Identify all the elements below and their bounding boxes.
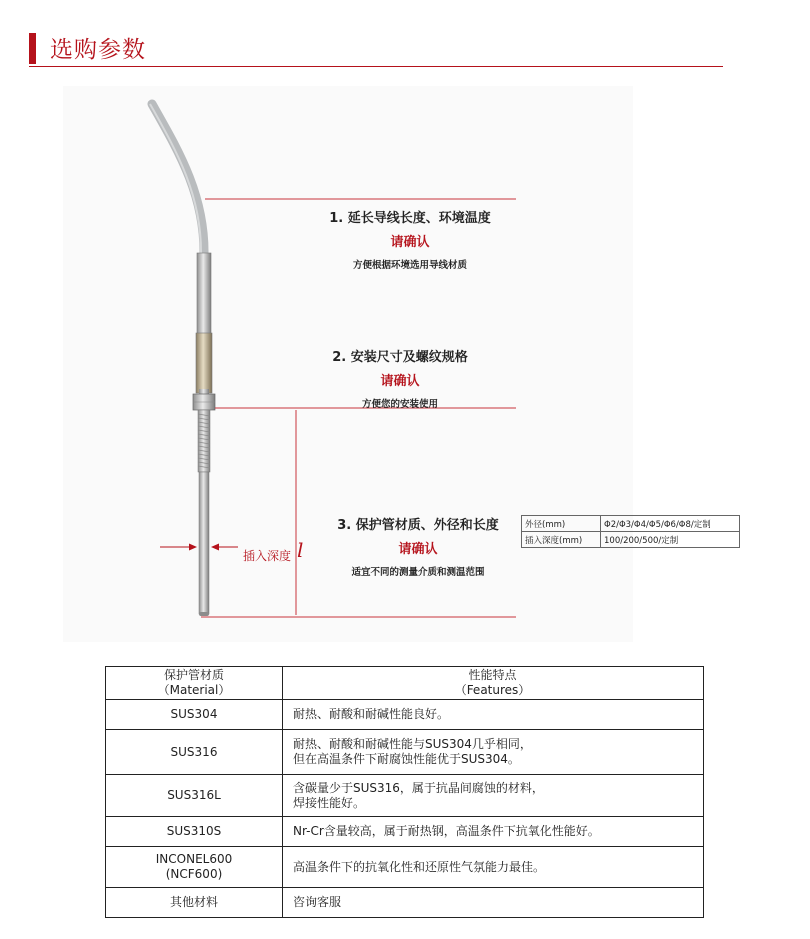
feature-cell: 高温条件下的抗氧化性和还原性气氛能力最佳。 xyxy=(283,847,704,888)
feature-cell: 耐热、耐酸和耐碱性能与SUS304几乎相同， 但在高温条件下耐腐蚀性能优于SUS304。 xyxy=(283,730,704,775)
table-row xyxy=(106,775,704,817)
spec-key: 外径(mm) xyxy=(522,516,601,532)
material-cell: INCONEL600 (NCF600) xyxy=(106,847,283,888)
step-2 xyxy=(305,346,495,410)
step-2-confirm: 请确认 xyxy=(380,374,420,389)
features-column-header: 性能特点 （Features） xyxy=(283,667,704,700)
insertion-depth-label: 插入深度 xyxy=(243,549,292,563)
material-cell: SUS310S xyxy=(106,817,283,847)
table-row xyxy=(106,730,704,775)
cable-sleeve xyxy=(197,253,211,335)
step-3 xyxy=(318,514,518,578)
page-title: 选购参数 xyxy=(50,37,146,63)
insertion-depth-symbol: l xyxy=(297,538,304,562)
step-1-confirm: 请确认 xyxy=(390,235,430,250)
step-3-desc: 适宜不同的测量介质和测温范围 xyxy=(351,567,485,578)
step-1-title: 1. 延长导线长度、环境温度 xyxy=(329,211,491,226)
feature-cell: 耐热、耐酸和耐碱性能良好。 xyxy=(283,700,704,730)
materials-table xyxy=(105,666,704,918)
spec-value: Φ2/Φ3/Φ4/Φ5/Φ6/Φ8/定制 xyxy=(601,516,740,532)
spec-value: 100/200/500/定制 xyxy=(601,532,740,548)
material-cell: 其他材料 xyxy=(106,888,283,918)
material-cell: SUS316 xyxy=(106,730,283,775)
protective-tube xyxy=(199,472,209,614)
table-row xyxy=(106,847,704,888)
feature-cell: Nr-Cr含量较高，属于耐热钢，高温条件下抗氧化性能好。 xyxy=(283,817,704,847)
materials-header-row xyxy=(106,667,704,700)
spec-row-diameter xyxy=(522,516,740,532)
step-3-title: 3. 保护管材质、外径和长度 xyxy=(337,518,499,533)
table-row xyxy=(106,888,704,918)
spec-key: 插入深度(mm) xyxy=(522,532,601,548)
step-2-title: 2. 安装尺寸及螺纹规格 xyxy=(332,350,468,365)
material-cell: SUS304 xyxy=(106,700,283,730)
step-1-desc: 方便根据环境选用导线材质 xyxy=(352,260,467,271)
material-column-header: 保护管材质 （Material） xyxy=(106,667,283,700)
step-1 xyxy=(305,207,515,271)
material-cell: SUS316L xyxy=(106,775,283,817)
feature-cell: 咨询客服 xyxy=(283,888,704,918)
table-row xyxy=(106,700,704,730)
spec-table xyxy=(521,515,740,548)
extension-cable xyxy=(152,104,204,255)
spec-row-depth xyxy=(522,532,740,548)
knurled-joint xyxy=(196,333,212,393)
step-2-desc: 方便您的安装使用 xyxy=(361,399,438,410)
table-row xyxy=(106,817,704,847)
feature-cell: 含碳量少于SUS316，属于抗晶间腐蚀的材料， 焊接性能好。 xyxy=(283,775,704,817)
step-3-confirm: 请确认 xyxy=(398,542,438,557)
